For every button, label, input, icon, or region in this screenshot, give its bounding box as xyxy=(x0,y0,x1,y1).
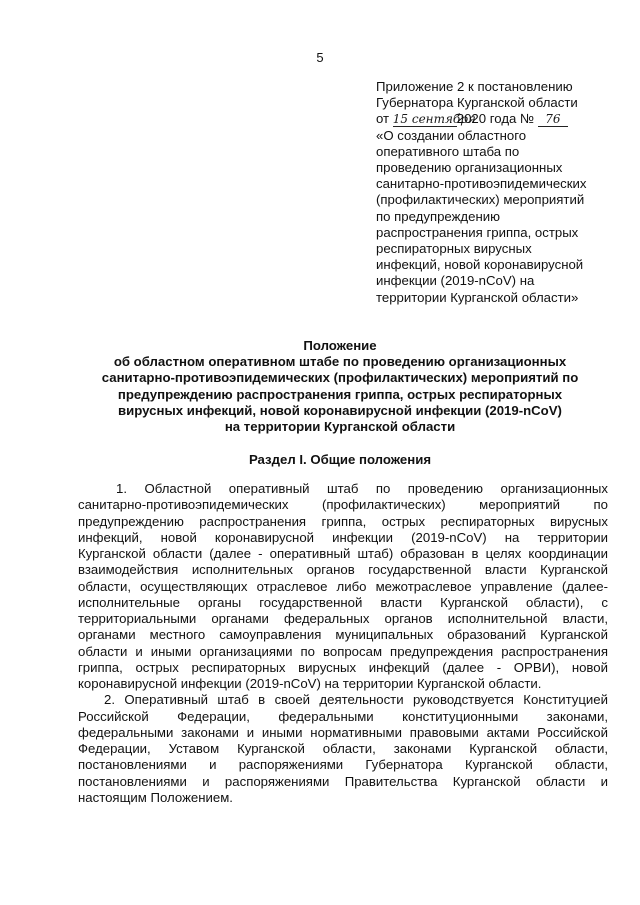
paragraph-line: федеральными законами и иными нормативными правовыми актами Российской xyxy=(78,724,608,740)
appendix-line: санитарно-противоэпидемических xyxy=(376,176,587,192)
appendix-line: распространения гриппа, острых xyxy=(376,224,579,240)
document-title xyxy=(70,338,610,435)
paragraph-line: органами местного самоуправления муниципальных образований Курганской xyxy=(78,627,608,643)
paragraph-line: 2. Оперативный штаб в своей деятельности руководствуется Конституцией xyxy=(104,692,608,708)
title-line: Положение xyxy=(303,338,377,353)
appendix-line: «О создании областного xyxy=(376,127,527,143)
date-suffix: 2020 года № xyxy=(456,111,535,127)
appendix-line: инфекций, новой коронавирусной xyxy=(376,257,584,273)
appendix-line: (профилактических) мероприятий xyxy=(376,192,585,208)
paragraph-line: Федерации, Уставом Курганской области, законами Курганской области, xyxy=(78,741,608,756)
paragraph-line: Курганской области (далее - оперативный штаб) образован в целях координации xyxy=(78,546,608,561)
title-line: вирусных инфекций, новой коронавирусной инфекции (2019-nCoV) xyxy=(118,402,562,418)
appendix-line: по предупреждению xyxy=(376,208,500,224)
paragraph-line: санитарно-противоэпидемических (профилактических) мероприятий по xyxy=(78,497,608,513)
paragraph-line: предупреждению распространения гриппа, острых респираторных вирусных xyxy=(78,513,608,529)
appendix-line: инфекции (2019-nCoV) на xyxy=(376,273,535,289)
page-number: 5 xyxy=(316,50,324,65)
paragraph-line: коронавирусной инфекции (2019-nCoV) на территории Курганской области. xyxy=(78,676,542,691)
appendix-line: оперативного штаба по xyxy=(376,143,520,159)
appendix-line: Приложение 2 к постановлению xyxy=(376,79,573,94)
paragraph-line: исполнительные органы государственной власти Курганской области), с xyxy=(78,594,608,610)
paragraph-line: области и иными организациями по вопросам предупреждения распространения xyxy=(78,643,608,659)
document-body xyxy=(78,481,608,806)
date-prefix: от xyxy=(376,111,390,127)
paragraph-line: территориальными органами федеральных органов исполнительной власти, xyxy=(78,611,608,626)
paragraph-line: области, осуществляющих отраслевое либо межотраслевое управление (далее- xyxy=(78,578,608,594)
appendix-line: респираторных вирусных xyxy=(376,241,532,257)
title-line: на территории Курганской области xyxy=(224,419,456,435)
appendix-line: Губернатора Курганской области xyxy=(376,95,578,111)
paragraph-2 xyxy=(78,692,608,806)
handwritten-date: 15 сентября xyxy=(392,112,476,127)
paragraph-line: Российской Федерации, федеральными конституционными законами, xyxy=(78,708,608,724)
paragraph-line: постановлениями и распоряжениями Губернатора Курганской области, xyxy=(78,757,608,773)
paragraph-line: взаимодействия исполнительных органов государственной власти Курганской xyxy=(78,562,608,578)
paragraph-line: 1. Областной оперативный штаб по проведению организационных xyxy=(116,481,608,496)
paragraph-line: настоящим Положением. xyxy=(78,789,233,805)
paragraph-line: гриппа, острых респираторных вирусных инфекций (далее - ОРВИ), новой xyxy=(78,659,608,675)
appendix-line: территории Курганской области» xyxy=(376,289,579,305)
appendix-line: проведению организационных xyxy=(376,160,563,176)
title-line: санитарно-противоэпидемических (профилактических) мероприятий по xyxy=(101,370,579,386)
paragraph-line: постановлениями и распоряжениями Правительства Курганской области и xyxy=(78,773,608,789)
section-heading: Раздел I. Общие положения xyxy=(248,452,432,467)
appendix-date-line xyxy=(376,111,608,127)
paragraph-1 xyxy=(78,481,608,692)
paragraph-line: инфекций, новой коронавирусной инфекции (2019-nCoV) на территории xyxy=(78,529,608,545)
title-line: предупреждению распространения гриппа, острых респираторных xyxy=(117,386,563,402)
title-line: об областном оперативном штабе по проведению организационных xyxy=(113,354,567,370)
appendix-block xyxy=(376,79,608,306)
handwritten-number: 76 xyxy=(538,113,568,127)
